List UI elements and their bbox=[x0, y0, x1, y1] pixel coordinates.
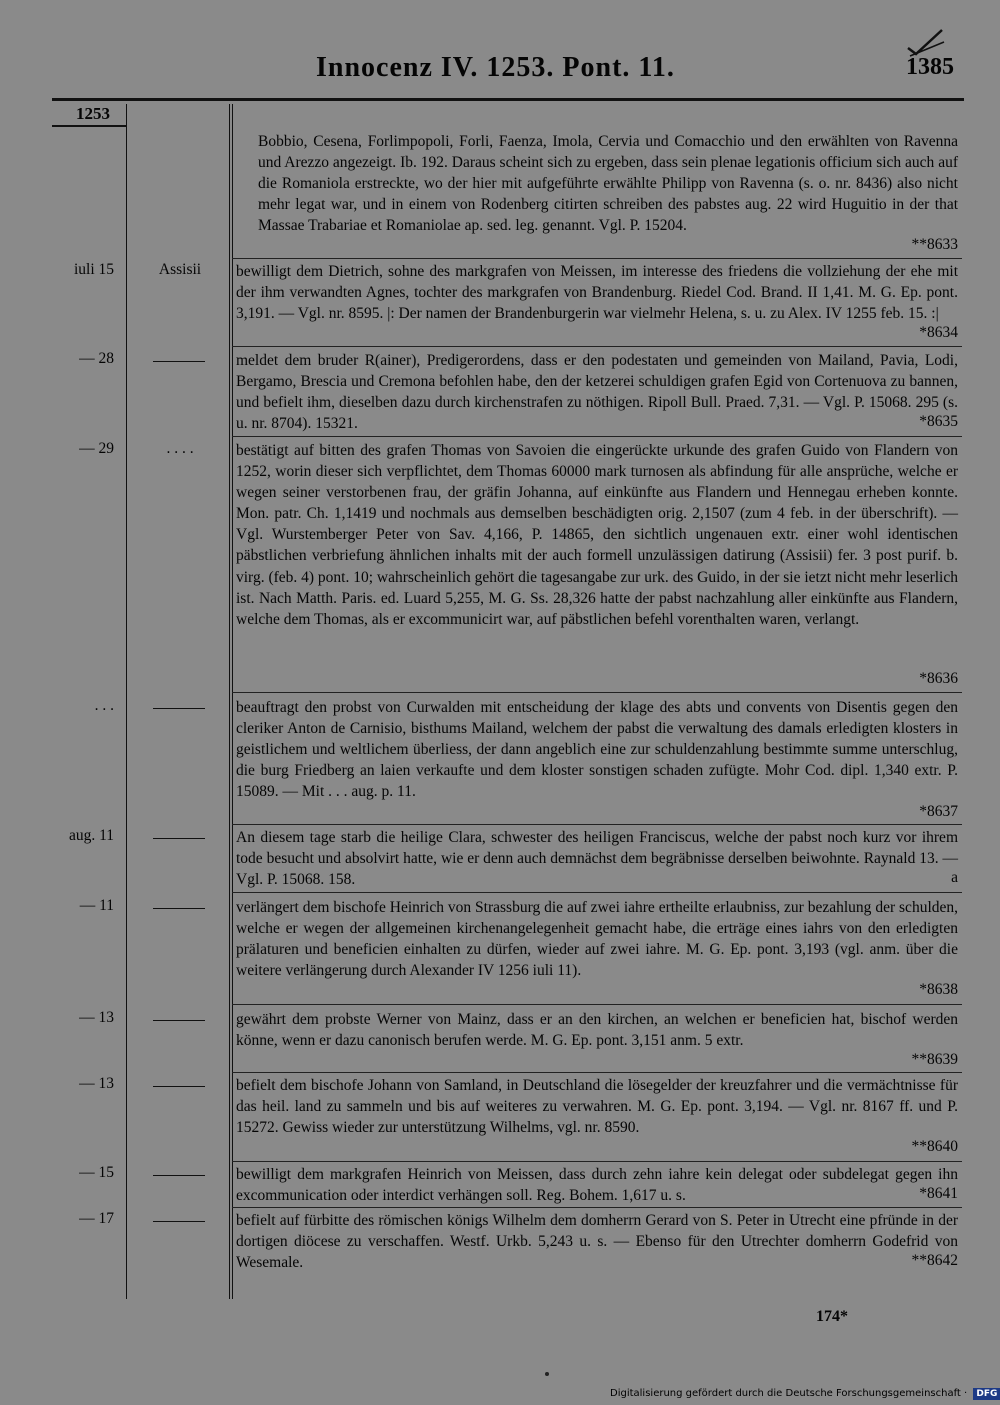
page-number: 1385 bbox=[906, 54, 954, 80]
entry-ref: **8639 bbox=[911, 1051, 958, 1068]
entry-date: aug. 11 bbox=[68, 827, 114, 844]
entry-ref: a bbox=[951, 869, 958, 886]
running-title: Innocenz IV. 1253. Pont. 11. bbox=[316, 52, 675, 83]
entry-text: bestätigt auf bitten des grafen Thomas von Savoien die eingerückte urkunde des grafen Guido von Flandern von 1252, worin dieser sich verpflichtet, dem Thomas 60000 mark turnosen als abfindung für alle ansprüche, welche er wegen seiner verstorbenen frau, der gräfin Johanna, auf einkünfte aus Flandern und Hennegau erheben konnte. Mon. patr. Ch. 1,1419 und nochmals aus demselben beschädigten orig. 2,1507 (zum 4 feb. in der überschrift). — Vgl. Wurstemberger Peter von Sav. 4,166, P. 14865, den sichtlich ungenauen extr. einer wohl identischen päbstlichen verbriefung ähnlichen inhalts mit der auch formell unzulässigen datirung (Assisii) fer. 3 post purif. b. virg. (feb. 4) pont. 10; wahrscheinlich gehört die tagesangabe zur urk. des Guido, in der sie ietzt nicht mehr leserlich ist. Nach Matth. Paris. ed. Luard 5,255, M. G. Ss. 28,326 hatte der pabst nachzahlung aller einkünfte aus Flandern, welche dem Thomas, als er excommunicirt war, auf päbstlichen befehl vorenthalten waren, verlangt. bbox=[236, 442, 958, 628]
dfg-logo-icon: DFG bbox=[973, 1388, 1000, 1400]
column-divider-date bbox=[126, 104, 127, 1299]
column-divider-place bbox=[229, 104, 230, 1299]
entry-ref: *8638 bbox=[919, 981, 958, 998]
entry-rule bbox=[232, 258, 962, 259]
entry-text: Bobbio, Cesena, Forlimpopoli, Forli, Faenza, Imola, Cervia und Comacchio und den erwählten von Ravenna und Arezzo angezeigt. Ib. 192. Daraus scheint sich zu ergeben, dass sein plenae legationis officium sich auch auf die Romaniola erstreckte, wo der hier mit aufgeführte erwählte Philipp von Ravenna (s. o. nr. 8436) also nicht mehr legat war, und in einem von Rodenberg citirten schreiben des pabstes aug. 22 wird Huguitio in der that Massae Trabariae et Romaniolae ap. sed. leg. genannt. Vgl. P. 15204. bbox=[258, 133, 958, 235]
entry-ref: *8637 bbox=[919, 803, 958, 820]
entry-rule bbox=[232, 1161, 962, 1162]
place-ditto-dash bbox=[153, 708, 205, 709]
entry-text: beauftragt den probst von Curwalden mit entscheidung der klage des abts und convents von Disentis gegen den cleriker Anton de Carnisio, bisthums Mailand, welchem der pabst die verwaltung des damals erledigten klosters in geistlichem und weltlichem überliess, der dann angeblich eine zur schuldenzahlung bestimmte summe unterschlug, die burg Friedberg an laien verkaufte und dem kloster sonstigen schaden zufügte. Mohr Cod. dipl. 1,340 extr. P. 15089. — Mit . . . aug. p. 11. bbox=[236, 699, 958, 801]
entry-ref: *8641 bbox=[919, 1185, 958, 1202]
entry-date: iuli 15 bbox=[73, 261, 114, 278]
entry-text: befielt auf fürbitte des römischen königs Wilhelm dem domherrn Gerard von S. Peter in Utrecht eine pfründe in der dortigen diöcese zu verschaffen. Westf. Urkb. 5,243 u. s. — Ebenso für den Utrechter domherrn Godefrid von Wesemale. bbox=[236, 1212, 958, 1272]
footer-credit: Digitalisierung gefördert durch die Deutsche Forschungsgemeinschaft · DFG bbox=[610, 1388, 998, 1400]
entry-rule bbox=[232, 892, 962, 893]
place-ditto-dash bbox=[153, 1086, 205, 1087]
entry-place: Assisii bbox=[158, 261, 202, 278]
entry-date: — 11 bbox=[79, 897, 114, 914]
entry-date: — 15 bbox=[79, 1164, 114, 1181]
place-ditto-dash bbox=[153, 908, 205, 909]
entry-rule bbox=[232, 346, 962, 347]
year-rule bbox=[52, 125, 126, 127]
entry-rule bbox=[232, 436, 962, 437]
year-label: 1253 bbox=[76, 104, 110, 123]
entry-ref: **8640 bbox=[911, 1138, 958, 1155]
page-header bbox=[0, 52, 1000, 92]
entry-ref: **8633 bbox=[911, 236, 958, 253]
entry-text: verlängert dem bischofe Heinrich von Strassburg die auf zwei iahre ertheilte erlaubniss, zur bezahlung der schulden, welche er wegen der allgemeinen kirchenangelegenheit gemacht habe, die erträge eines iahrs von den erledigten prälaturen und beneficien einhalten zu dürfen, wieder auf zwei iahre. M. G. Ep. pont. 3,193 (vgl. anm. über die weitere verlängerung durch Alexander IV 1256 iuli 11). bbox=[236, 899, 958, 980]
header-rule bbox=[52, 98, 964, 101]
entry-date: — 17 bbox=[79, 1210, 114, 1227]
entry-text: meldet dem bruder R(ainer), Predigerordens, dass er den podestaten und gemeinden von Mailand, Pavia, Lodi, Bergamo, Brescia und Cremona befohlen habe, den der ketzerei schuldigen grafen Egid von Cortenuova zu bannen, und befielt ihm, dieselben dazu durch kirchenstrafen zu nöthigen. Ripoll Bull. Praed. 7,31. — Vgl. P. 15068. 295 (s. u. nr. 8704). 15321. bbox=[236, 352, 958, 433]
entry-text: gewährt dem probste Werner von Mainz, dass er an den kirchen, an welchen er beneficien hat, bischof werden könne, wenn er dazu canonisch berufen werde. M. G. Ep. pont. 3,151 anm. 5 extr. bbox=[236, 1011, 958, 1050]
entry-rule bbox=[232, 824, 962, 825]
entry-rule bbox=[232, 1004, 962, 1005]
entry-text: bewilligt dem markgrafen Heinrich von Meissen, dass durch zehn iahre kein delegat oder subdelegat gegen ihn excommunication oder interdict verhängen soll. Reg. Bohem. 1,617 u. s. bbox=[236, 1166, 958, 1205]
entry-rule bbox=[232, 1207, 962, 1208]
entry-ref: *8635 bbox=[919, 413, 958, 430]
entry-ref: **8642 bbox=[911, 1252, 958, 1269]
entry-ref: *8634 bbox=[919, 324, 958, 341]
scan-speck bbox=[545, 1372, 549, 1376]
folio-signature: 174* bbox=[816, 1308, 848, 1325]
place-ditto-dash bbox=[153, 1020, 205, 1021]
entry-date: — 13 bbox=[79, 1075, 114, 1092]
entry-rule bbox=[232, 692, 962, 693]
place-ditto-dash bbox=[153, 361, 205, 362]
entry-text: An diesem tage starb die heilige Clara, schwester des heiligen Franciscus, welche der pabst noch kurz vor ihrem tode besucht und absolvirt hatte, wie er denn auch demnächst dem begräbnisse derselben beiwohnte. Raynald 13. — Vgl. P. 15068. 158. bbox=[236, 829, 958, 889]
entry-date: — 13 bbox=[79, 1009, 114, 1026]
place-ditto-dash bbox=[153, 838, 205, 839]
entry-place: . . . . bbox=[166, 440, 194, 457]
place-ditto-dash bbox=[153, 1175, 205, 1176]
entry-text: bewilligt dem Dietrich, sohne des markgrafen von Meissen, im interesse des friedens die vollziehung der ehe mit der ihm verwandten Agnes, tochter des markgrafen von Brandenburg. Riedel Cod. Brand. II 1,41. M. G. Ep. pont. 3,191. — Vgl. nr. 8595. |: Der namen der Brandenburgerin war vielmehr Helena, s. u. zu Alex. IV 1255 feb. 15. :| bbox=[236, 263, 958, 323]
column-divider-place-double bbox=[232, 104, 233, 1299]
entry-text: befielt dem bischofe Johann von Samland, in Deutschland die lösegelder der kreuzfahrer und die vermächtnisse für das heil. land zu sammeln und bis auf weiteres zu verwahren. M. G. Ep. pont. 3,194. — Vgl. nr. 8167 ff. und P. 15272. Gewiss wieder zur unterstützung Wilhelms, vgl. nr. 8590. bbox=[236, 1077, 958, 1137]
place-ditto-dash bbox=[153, 1221, 205, 1222]
footer-text: Digitalisierung gefördert durch die Deutsche Forschungsgemeinschaft bbox=[610, 1388, 961, 1399]
entry-rule bbox=[232, 1072, 962, 1073]
entry-date: — 29 bbox=[79, 440, 114, 457]
entry-date: — 28 bbox=[79, 350, 114, 367]
entry-date: . . . bbox=[94, 697, 114, 714]
entry-ref: *8636 bbox=[919, 670, 958, 687]
